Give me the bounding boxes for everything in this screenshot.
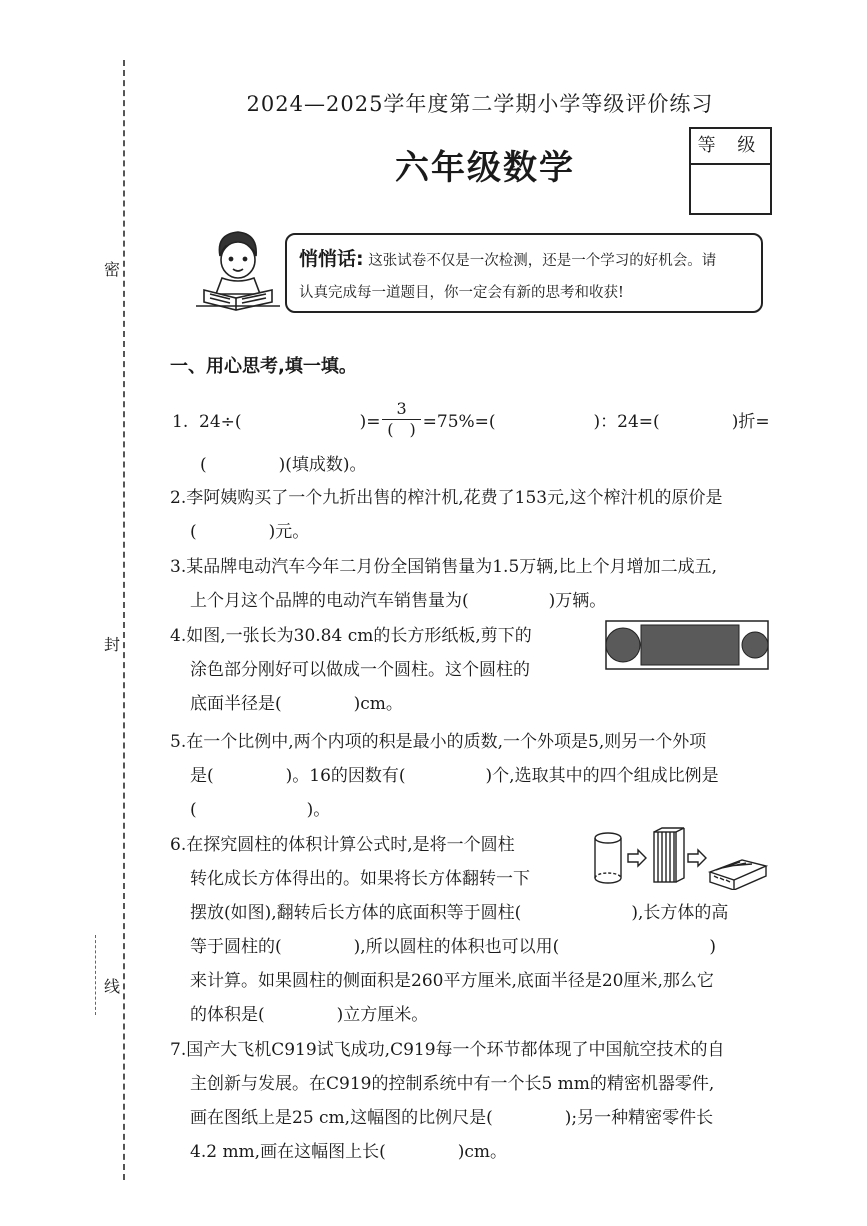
q1-frac-num: 3: [382, 399, 420, 420]
question-4-line-3: [190, 689, 403, 714]
q2-line2-b: )元。: [268, 522, 310, 542]
section-heading: 一、用心思考,填一填。: [170, 356, 357, 377]
q1-num: 1.: [172, 412, 189, 432]
q7-line4-a: 4.2 mm,画在这幅图上长(: [190, 1142, 386, 1162]
question-6-line-2: 转化成长方体得出的。如果将长方体翻转一下: [190, 869, 530, 889]
question-6-line-4: [190, 932, 716, 957]
q5-line2-b: )。16的因数有(: [285, 766, 406, 786]
q1-text-a: 24÷(: [199, 412, 242, 432]
q1-fraction: [382, 399, 420, 440]
student-reading-icon: [196, 226, 280, 312]
question-7-line-3: [190, 1103, 713, 1128]
q5-line2-a: 是(: [190, 766, 214, 786]
main-title: 六年级数学: [395, 148, 575, 188]
q5-line3-a: (: [190, 800, 197, 820]
question-1-line-2: [200, 450, 367, 475]
question-6-line-3: [190, 898, 728, 923]
question-6-line-6: [190, 1000, 428, 1025]
q5-line2-c: )个,选取其中的四个组成比例是: [485, 766, 719, 786]
question-7-line-1: 7.国产大飞机C919试飞成功,C919每一个环节都体现了中国航空技术的自: [170, 1040, 725, 1060]
q6-line3-a: 摆放(如图),翻转后长方体的底面积等于圆柱(: [190, 903, 522, 923]
q6-line4-b: ),所以圆柱的体积也可以用(: [353, 937, 560, 957]
exam-title: 2024—2025学年度第二学期小学等级评价练习: [246, 92, 714, 116]
q6-line6-a: 的体积是(: [190, 1005, 265, 1025]
grade-box[interactable]: [689, 127, 772, 215]
q7-line3-b: );另一种精密零件长: [564, 1108, 714, 1128]
binding-char-xian: 线: [104, 972, 120, 999]
grade-label: 等 级: [691, 129, 770, 165]
question-6-line-5: 来计算。如果圆柱的侧面积是260平方厘米,底面半径是20厘米,那么它: [190, 971, 714, 991]
binding-tick-line: [95, 935, 96, 1015]
q1-frac-den[interactable]: ( ): [387, 420, 416, 439]
q6-line4-c: ): [709, 937, 716, 957]
question-3-line-2: [190, 586, 606, 611]
binding-dashed-line: [123, 60, 125, 1180]
q4-line3-a: 底面半径是(: [190, 694, 282, 714]
q6-line6-b: )立方厘米。: [336, 1005, 429, 1025]
question-5-line-2: [190, 761, 719, 786]
tips-line-2: 认真完成每一道题目，你一定会有新的思考和收获!: [299, 285, 624, 301]
cylinder-net-figure: [605, 620, 769, 670]
q7-line4-b: )cm。: [457, 1142, 507, 1162]
tips-lead: 悄悄话:: [299, 248, 364, 270]
question-5-line-1: 5.在一个比例中,两个内项的积是最小的质数,一个外项是5,则另一个外项: [170, 732, 707, 752]
cylinder-transform-figure: [592, 826, 768, 890]
q2-line2-a: (: [190, 522, 197, 542]
question-2-line-1: 2.李阿姨购买了一个九折出售的榨汁机,花费了153元,这个榨汁机的原价是: [170, 488, 723, 508]
question-2-line-2: [190, 517, 309, 542]
question-7-line-2: 主创新与发展。在C919的控制系统中有一个长5 mm的精密机器零件,: [190, 1074, 715, 1094]
q1-text-c: =75%=(: [422, 412, 496, 432]
q1-text-b: )=: [359, 412, 381, 432]
q1-text-e: )折=: [731, 412, 770, 432]
question-6-line-1: 6.在探究圆柱的体积计算公式时,是将一个圆柱: [170, 835, 515, 855]
binding-char-mi: 密: [104, 255, 120, 282]
question-4-line-1: 4.如图,一张长为30.84 cm的长方形纸板,剪下的: [170, 626, 532, 646]
question-1-line-1: [172, 399, 770, 443]
q1-line2-b: )(填成数)。: [278, 455, 367, 475]
q6-line3-b: ),长方体的高: [631, 903, 729, 923]
tips-bubble: [285, 233, 763, 313]
q4-line3-b: )cm。: [353, 694, 403, 714]
q7-line3-a: 画在图纸上是25 cm,这幅图的比例尺是(: [190, 1108, 493, 1128]
question-7-line-4: [190, 1137, 507, 1162]
binding-char-feng: 封: [104, 630, 120, 657]
q5-line3-b: )。: [306, 800, 331, 820]
tips-line-1: 这张试卷不仅是一次检测，还是一个学习的好机会。请: [368, 253, 717, 269]
q3-line2-b: )万辆。: [548, 591, 607, 611]
q6-line4-a: 等于圆柱的(: [190, 937, 282, 957]
q1-line2-a: (: [200, 455, 207, 475]
question-5-line-3: [190, 795, 330, 820]
q3-line2-a: 上个月这个品牌的电动汽车销售量为(: [190, 591, 469, 611]
q1-text-d: )：24=(: [593, 412, 660, 432]
question-3-line-1: 3.某品牌电动汽车今年二月份全国销售量为1.5万辆,比上个月增加二成五,: [170, 557, 718, 577]
question-4-line-2: 涂色部分刚好可以做成一个圆柱。这个圆柱的: [190, 660, 530, 680]
